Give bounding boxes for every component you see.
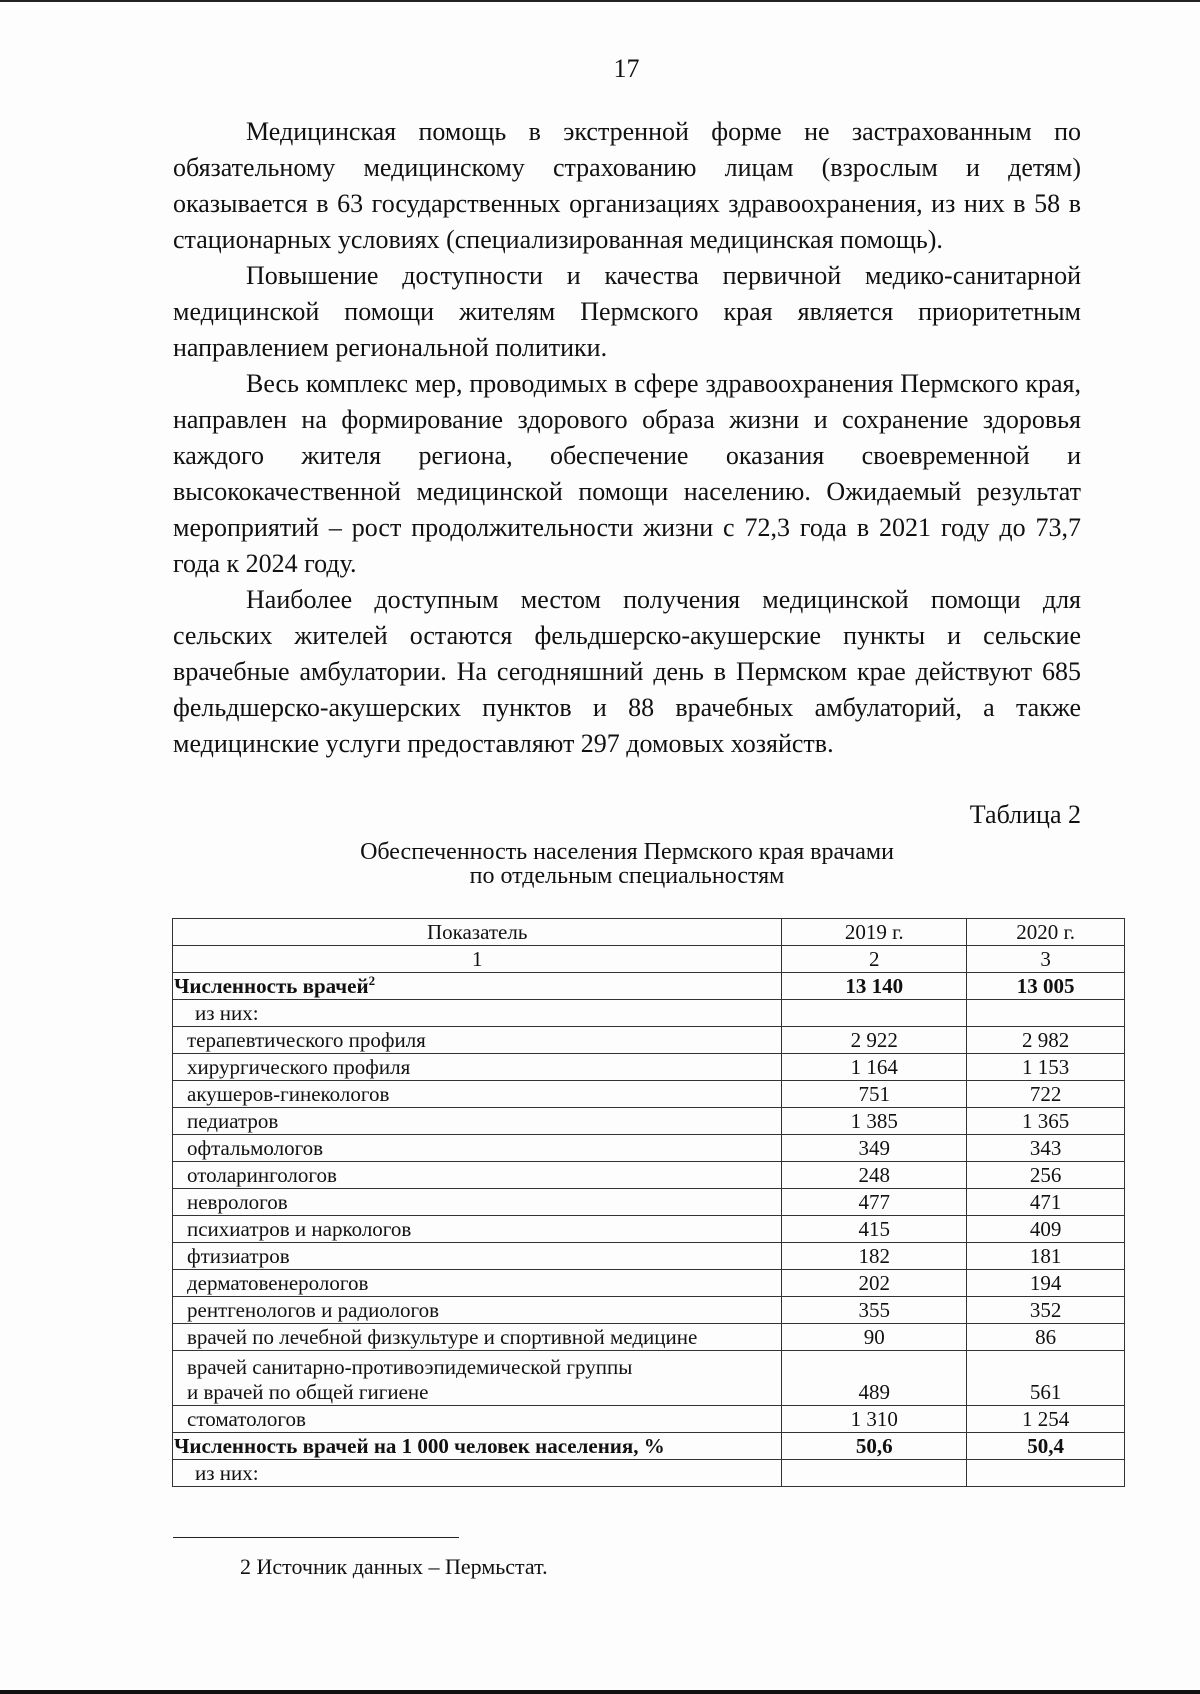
col-number-3: 3 xyxy=(967,946,1125,973)
col-number-2: 2 xyxy=(782,946,967,973)
table-row: терапевтического профиля 2 922 2 982 xyxy=(173,1027,1125,1054)
table-row: рентгенологов и радиологов 355 352 xyxy=(173,1297,1125,1324)
paragraph-measures: Весь комплекс мер, проводимых в сфере здравоохранения Пермского края, направлен на формирование здорового образа жизни и сохранение здоровья каждого жителя региона, обеспечение оказания своевременной и высококачественной медицинской помощи населению. Ожидаемый результат мероприятий – рост продолжительности жизни с 72,3 года в 2021 году до 73,7 года к 2024 году. xyxy=(173,369,1081,578)
total-2020: 13 005 xyxy=(967,973,1125,1000)
table-row: психиатров и наркологов 415 409 xyxy=(173,1216,1125,1243)
footnote-rule xyxy=(173,1537,459,1538)
of-them-row-2 xyxy=(173,1460,1125,1487)
per-1000-label: Численность врачей на 1 000 человек населения, % xyxy=(173,1433,782,1460)
table-row: стоматологов 1 310 1 254 xyxy=(173,1406,1125,1433)
header-indicator: Показатель xyxy=(173,919,782,946)
table-header-row xyxy=(173,919,1125,946)
table-row: педиатров 1 385 1 365 xyxy=(173,1108,1125,1135)
column-numbers-row xyxy=(173,946,1125,973)
table-row: хирургического профиля 1 164 1 153 xyxy=(173,1054,1125,1081)
table-row: офтальмологов 349 343 xyxy=(173,1135,1125,1162)
total-doctors-label: Численность врачей$^2$ xyxy=(173,973,782,1000)
table-row: врачей по лечебной физкультуре и спортивной медицине 90 86 xyxy=(173,1324,1125,1351)
doctors-table xyxy=(172,918,1125,1487)
footnote: 2 Источник данных – Пермьстат. xyxy=(240,1554,548,1579)
table-row: неврологов 477 471 xyxy=(173,1189,1125,1216)
of-them-label: из них: xyxy=(173,1000,782,1027)
footnote-ref: 2 xyxy=(368,973,376,988)
paragraph-rural-care: Наиболее доступным местом получения медицинской помощи для сельских жителей остаются фельдшерско-акушерские пункты и сельские врачебные амбулатории. На сегодняшний день в Пермском крае действуют 685 фельдшерско-акушерских пунктов и 88 врачебных амбулаторий, а также медицинские услуги предоставляют 297 домовых хозяйств. xyxy=(173,585,1081,758)
col-number-1: 1 xyxy=(173,946,782,973)
of-them-row xyxy=(173,1000,1125,1027)
per-1000-2019: 50,6 xyxy=(782,1433,967,1460)
scan-edge-top xyxy=(0,0,1200,2)
table-row: фтизиатров 182 181 xyxy=(173,1243,1125,1270)
of-them-label-2: из них: xyxy=(173,1460,782,1487)
paragraph-emergency-care: Медицинская помощь в экстренной форме не застрахованным по обязательному медицинскому страхованию лицам (взрослым и детям) оказывается в 63 государственных организациях здравоохранения, из них в 58 в стационарных условиях (специализированная медицинская помощь). xyxy=(173,117,1081,254)
total-2019: 13 140 xyxy=(782,973,967,1000)
table-row: дерматовенерологов 202 194 xyxy=(173,1270,1125,1297)
table-title-line2: по отдельным специальностям xyxy=(469,863,785,889)
page-number: 17 xyxy=(613,54,640,83)
table-row: отоларингологов 248 256 xyxy=(173,1162,1125,1189)
per-1000-2020: 50,4 xyxy=(967,1433,1125,1460)
per-1000-row xyxy=(173,1433,1125,1460)
table-row: акушеров-гинекологов 751 722 xyxy=(173,1081,1125,1108)
table-row: врачей санитарно-противоэпидемической группы и врачей по общей гигиене 489 561 xyxy=(173,1351,1125,1406)
table-title xyxy=(173,840,1081,888)
table-label: Таблица 2 xyxy=(969,800,1081,829)
body-text xyxy=(173,114,1081,762)
total-doctors-row xyxy=(173,973,1125,1000)
scan-edge-bottom xyxy=(0,1690,1200,1694)
paragraph-primary-care: Повышение доступности и качества первичной медико-санитарной медицинской помощи жителям Пермского края является приоритетным направлением региональной политики. xyxy=(173,261,1081,362)
header-2020: 2020 г. xyxy=(967,919,1125,946)
header-2019: 2019 г. xyxy=(782,919,967,946)
table-title-line1: Обеспеченность населения Пермского края врачами xyxy=(360,839,894,865)
